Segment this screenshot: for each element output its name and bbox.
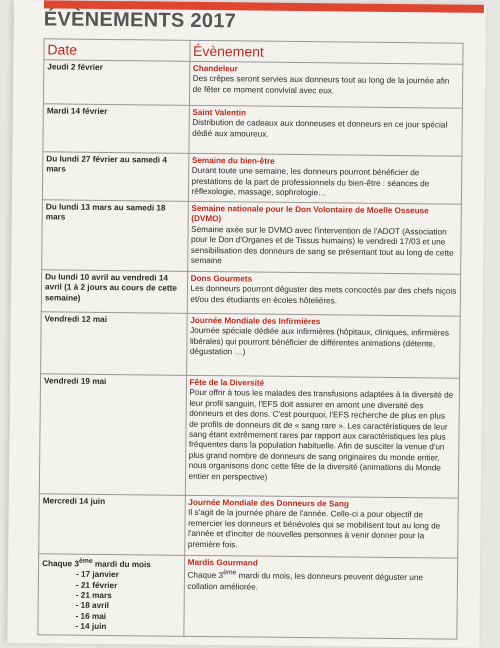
- row-event: [183, 555, 457, 638]
- table-row: [41, 312, 461, 378]
- events-table: [37, 38, 463, 639]
- table-row: [42, 200, 462, 274]
- row-date: Mardi 14 février: [43, 104, 189, 154]
- event-description: Semaine axée sur le DVMO avec l'intervention de l'ADOT (Association pour le Don d'Organes et de Tissus humains) le vendredi 17/03 et une sensibilisation des donneurs de sang se présentant tout au long de cette semaine: [190, 224, 454, 266]
- row-event: [187, 271, 461, 316]
- row-date: Jeudi 2 février: [43, 60, 189, 106]
- table-row: [38, 554, 458, 639]
- event-title: Journée Mondiale des Infirmières: [190, 315, 321, 327]
- row-date: Du lundi 13 mars au samedi 18 mars: [42, 200, 188, 272]
- event-title: Journée Mondiale des Donneurs de Sang: [188, 497, 349, 509]
- event-description: Distribution de cadeaux aux donneuses et donneurs en ce jour spécial dédié aux amoureux.: [192, 118, 448, 139]
- table-row: [39, 374, 459, 498]
- event-description: Des crêpes seront servies aux donneurs tout au long de la journée afin de fêter ce moment convivial avec eux.: [192, 74, 450, 96]
- event-description: Les donneurs pourront déguster des mets concoctés par des chefs niçois et/ou des étudiants en écoles hôtelières.: [190, 284, 457, 306]
- event-description: mardi du mois, les donneurs peuvent déguster une collation améliorée.: [187, 571, 424, 592]
- list-item: - 18 avril: [75, 601, 109, 611]
- event-description: Journée spéciale dédiée aux infirmières (hôpitaux, cliniques, infirmières libérales) qui pourront bénéficier de différentes animations (détente, dégustation …): [189, 326, 450, 357]
- event-description: Durant toute une semaine, les donneurs pourront bénéficier de prestations de la part de professionnels du bien-être : séances de réflexologie, massage, sophrologie…: [191, 166, 430, 198]
- dates-list: [75, 570, 180, 634]
- row-date: Du lundi 27 février au samedi 4 mars: [42, 152, 188, 202]
- row-date: Vendredi 12 mai: [41, 312, 187, 376]
- event-title: Semaine nationale pour le Don Volontaire de Moelle Osseuse (DVMO): [191, 203, 429, 224]
- event-title: Fête de la Diversité: [189, 377, 265, 388]
- date-superscript: ème: [78, 557, 93, 565]
- row-date: [38, 554, 184, 636]
- column-header-date: Date: [44, 39, 190, 62]
- event-prefix: Chaque 3: [187, 570, 224, 581]
- row-event: [189, 61, 463, 108]
- table-row: [43, 60, 462, 108]
- event-description: Pour offrir à tous les malades des transfusions adaptées à la diversité de leur profil sanguin, l'EFS doit assurer en amont une diversité des donneurs et des dons. C'est pourquoi, l'EFS recherche de plus en plus de profils de donneurs dit de « sang rare ». Les caractéristiques de leur sang étant extrêmement rares par rapport aux caractéristiques les plus fréquentes dans la population habituelle. Afin de susciter la venue d'un plus grand nombre de donneurs de sang originaires du monde entier, nous organisons donc cette fête de la diversité (animations du Monde entier en perspective): [188, 388, 454, 482]
- date-prefix: Chaque 3: [42, 559, 80, 569]
- row-date: Mercredi 14 juin: [39, 494, 185, 556]
- event-superscript: ème: [223, 569, 237, 577]
- list-item: - 21 mars: [75, 590, 112, 601]
- list-item: - 21 février: [75, 580, 118, 590]
- document-page: [7, 0, 486, 648]
- row-event: [188, 153, 462, 204]
- row-event: [184, 495, 458, 558]
- list-item: - 14 juin: [75, 621, 107, 632]
- page-title: ÉVÈNEMENTS 2017: [43, 8, 237, 33]
- table-row: [41, 270, 460, 316]
- row-event: [187, 201, 461, 274]
- event-title: Saint Valentin: [192, 107, 247, 118]
- list-item: - 16 mai: [75, 611, 107, 621]
- table-row: [43, 104, 462, 156]
- list-item: - 17 janvier: [75, 569, 119, 580]
- date-suffix: mardi du mois: [92, 559, 151, 570]
- table-row: [39, 494, 459, 558]
- column-header-event: Évènement: [189, 40, 463, 64]
- row-event: [186, 313, 460, 378]
- row-event: [185, 375, 460, 498]
- event-title: Chandeleur: [192, 63, 238, 74]
- row-event: [188, 105, 462, 156]
- event-title: Mardis Gourmand: [187, 557, 258, 568]
- row-date: Vendredi 19 mai: [39, 374, 186, 496]
- table-row: [42, 152, 461, 204]
- event-description: Il s'agit de la journée phare de l'année. Celle-ci a pour objectif de remercier les donneurs et bénévoles qui se mobilisent tout au long de l'année et d'inciter de nouvelles personnes à venir donner pour la première fois.: [187, 508, 441, 549]
- event-title: Dons Gourmets: [190, 273, 253, 284]
- row-date: Du lundi 10 avril au vendredi 14 avril (1 à 2 jours au cours de cette semaine): [41, 270, 187, 314]
- event-title: Semaine du bien-être: [191, 155, 275, 166]
